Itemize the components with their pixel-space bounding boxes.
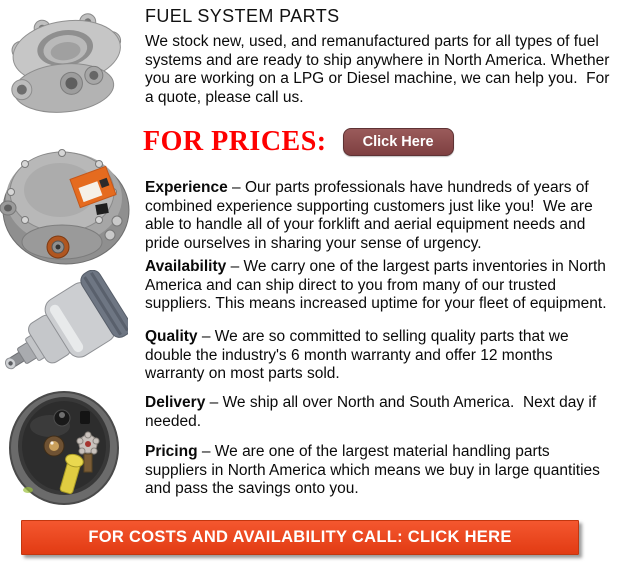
delivery-label: Delivery [145, 394, 206, 411]
fuel-regulator-image [0, 142, 132, 266]
section-availability [145, 258, 615, 314]
experience-text: – Our parts professionals have hundreds of years of combined experience supporting customers just like you! We are able to handle all of your forklift and aerial equipment needs and pride ourselves in sharing your sense of urgency. [145, 179, 598, 252]
availability-text: – We carry one of the largest parts inventories in North America and can ship direct to you from many of our trusted suppliers. This means increased uptime for your fleet of equipment. [145, 258, 610, 312]
fuel-filter-image [4, 270, 128, 386]
for-prices-row [143, 126, 454, 158]
quality-text: – We are so committed to selling quality parts that we double the industry's 6 month warranty and offer 12 months warranty on most parts sold. [145, 328, 573, 382]
costs-availability-banner[interactable] [21, 520, 579, 555]
availability-label: Availability [145, 258, 227, 275]
delivery-text: – We ship all over North and South America. Next day if needed. [145, 394, 601, 430]
section-delivery [145, 394, 615, 431]
costs-availability-banner-label: FOR COSTS AND AVAILABILITY CALL: CLICK HERE [88, 528, 512, 546]
section-quality [145, 328, 615, 384]
pricing-text: – We are one of the largest material handling parts suppliers in North America which means we buy in large quantities and pass the savings onto you. [145, 443, 605, 497]
page-title: FUEL SYSTEM PARTS [145, 6, 340, 26]
lpg-tank-end-image [8, 388, 120, 508]
intro-paragraph: We stock new, used, and remanufactured parts for all types of fuel systems and are ready to ship anywhere in North America. Whether you are working on a LPG or Diesel machine, we can help you. For a quote, please call us. [145, 33, 614, 106]
for-prices-label: FOR PRICES: [143, 126, 327, 157]
quality-label: Quality [145, 328, 198, 345]
experience-label: Experience [145, 179, 228, 196]
section-experience [145, 179, 615, 253]
cast-flange-part-image [6, 12, 128, 116]
pricing-label: Pricing [145, 443, 198, 460]
click-here-button[interactable]: Click Here [343, 128, 454, 156]
section-pricing [145, 443, 615, 499]
